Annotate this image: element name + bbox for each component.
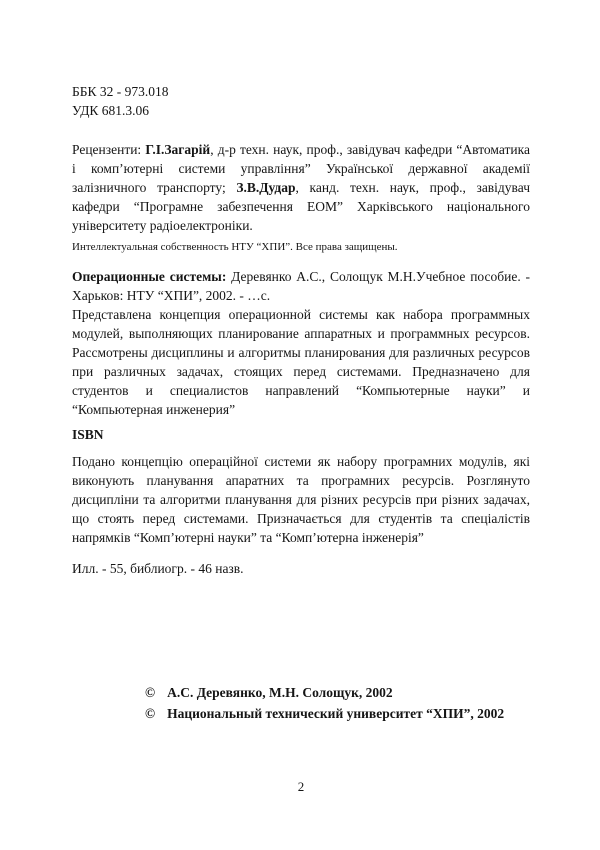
- isbn-label: ISBN: [72, 427, 104, 442]
- reviewer-2-info: , канд. техн. наук, проф., завідувач кафедри “Програмне забезпечення ЕОМ” Харківського національного університету радіоелектроніки.: [72, 180, 530, 233]
- page-number: 2: [297, 779, 305, 794]
- book-imprint: Деревянко А.С., Солощук М.Н.Учебное пособие. - Харьков: НТУ “ХПИ”, 2002. - …с.: [72, 269, 530, 303]
- copyright-university-line: [145, 703, 530, 724]
- classification-codes: [72, 82, 530, 120]
- udk-code: УДК 681.3.06: [72, 103, 150, 118]
- reviewer-2-name: З.В.Дудар: [236, 180, 296, 195]
- copyright-block: [145, 682, 530, 724]
- reviewers-label: Рецензенти:: [72, 142, 146, 157]
- copyright-authors-line: [145, 682, 530, 703]
- copyright-authors-text: А.С. Деревянко, М.Н. Солощук, 2002: [167, 685, 393, 700]
- reviewer-1-name: Г.І.Загарій: [145, 142, 211, 157]
- illustrations-bibliography-stats: Илл. - 55, библиогр. - 46 назв.: [72, 561, 244, 576]
- intellectual-property-notice: Интеллектуальная собственность НТУ “ХПИ”. Все права защищены.: [72, 241, 398, 253]
- book-title: Операционные системы:: [72, 269, 227, 284]
- annotation-ua-body: Подано концепцію операційної системи як набору програмних модулів, які виконують планування апаратних та програмних ресурсів. Розглянуто дисципліни та алгоритми планування для різних ресурсів при різних задачах, що стоять перед системами. Призначається для студентів та спеціалістів напрямків “Комп’ютерні науки” та “Комп’ютерна інженерія”: [72, 454, 530, 545]
- copyright-icon: ©: [145, 685, 156, 700]
- annotation-ru-heading: [72, 267, 530, 305]
- copyright-university-text: Национальный технический университет “ХПИ”, 2002: [167, 706, 505, 721]
- reviewer-1-info: , д-р техн. наук, проф., завідувач кафедри “Автоматика і комп’ютерні системи управління” Української державної академії залізничного транспорту;: [72, 142, 530, 195]
- reviewers-paragraph: [72, 140, 530, 235]
- copyright-icon: ©: [145, 706, 156, 721]
- annotation-ru-body: Представлена концепция операционной системы как набора программных модулей, выполняющих планирование аппаратных и программных ресурсов. Рассмотрены дисциплины и алгоритмы планирования для различных ресурсов при различных задачах, стоящих перед системами. Предназначено для студентов и специалистов направлений “Компьютерные науки” и “Компьютерная инженерия”: [72, 307, 530, 417]
- bbk-code: ББК 32 - 973.018: [72, 84, 169, 99]
